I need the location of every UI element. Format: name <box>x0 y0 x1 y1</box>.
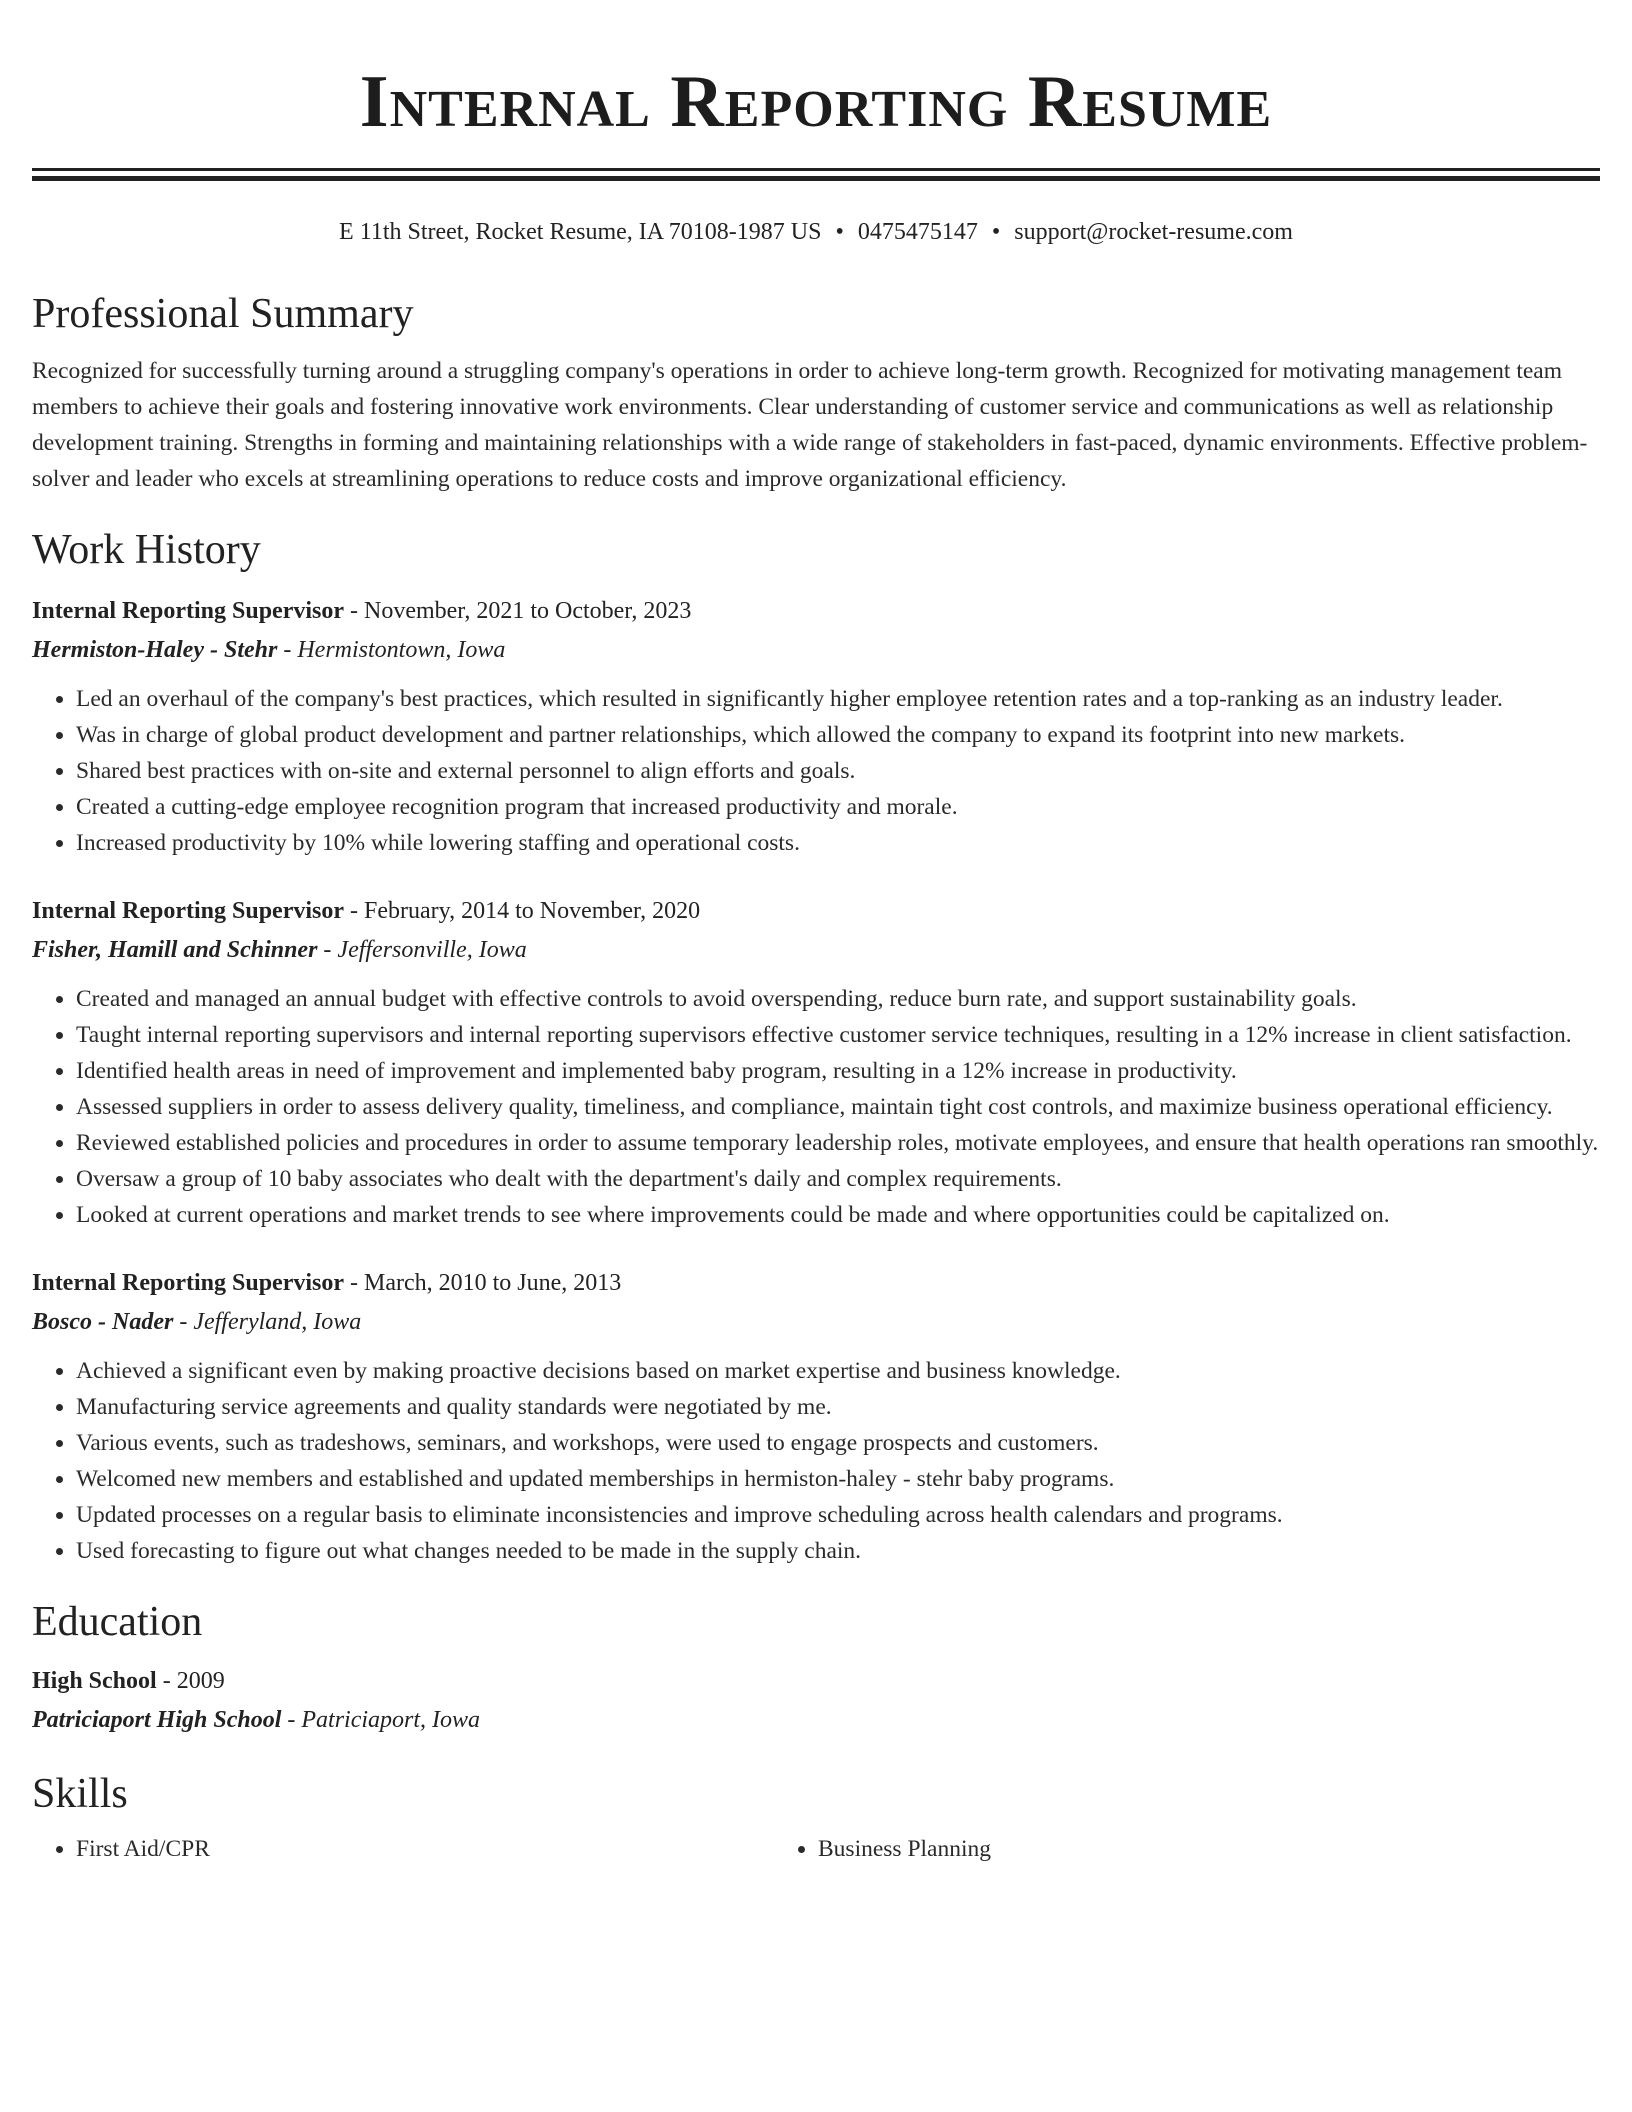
skills-column-left <box>32 1831 774 1867</box>
contact-line <box>32 217 1600 247</box>
graduation-year: - 2009 <box>156 1668 225 1694</box>
work-history-heading: Work History <box>32 527 261 573</box>
company-location: - Hermistontown, Iowa <box>277 637 506 663</box>
school-line <box>32 1701 1600 1739</box>
job-entry <box>32 1263 1600 1569</box>
list-item: • Achieved a significant even by making proactive decisions based on market expertise and business knowledge. <box>76 1353 1600 1389</box>
contact-separator: • <box>835 219 844 245</box>
education-entry <box>32 1661 1600 1739</box>
list-item: • Reviewed established policies and procedures in order to assume temporary leadership roles, motivate employees, and ensure that health operations ran smoothly. <box>76 1125 1600 1161</box>
company-location: - Jefferyland, Iowa <box>173 1309 362 1335</box>
company-name: Fisher, Hamill and Schinner <box>32 937 318 963</box>
company-location: - Jeffersonville, Iowa <box>317 937 527 963</box>
list-item: • Oversaw a group of 10 baby associates who dealt with the department's daily and complex requirements. <box>76 1161 1600 1197</box>
list-item: • Shared best practices with on-site and external personnel to align efforts and goals. <box>76 753 1600 789</box>
job-dates: - November, 2021 to October, 2023 <box>344 598 692 624</box>
degree: High School <box>32 1668 157 1694</box>
job-title: Internal Reporting Supervisor <box>32 898 344 924</box>
list-item: • Taught internal reporting supervisors and internal reporting supervisors effective customer service techniques, resulting in a 12% increase in client satisfaction. <box>76 1017 1600 1053</box>
skills-column-right <box>774 1831 1516 1867</box>
resume-page <box>32 0 1600 1867</box>
list-item: • Led an overhaul of the company's best practices, which resulted in significantly higher employee retention rates and a top-ranking as an industry leader. <box>76 681 1600 717</box>
degree-line <box>32 1661 1600 1701</box>
company-line <box>32 631 1600 669</box>
company-name: Hermiston-Haley - Stehr <box>32 637 278 663</box>
company-line <box>32 931 1600 969</box>
title-divider-top <box>32 168 1600 171</box>
list-item: • Identified health areas in need of improvement and implemented baby program, resulting in a 12% increase in productivity. <box>76 1053 1600 1089</box>
summary-text: Recognized for successfully turning around a struggling company's operations in order to achieve long-term growth. Recognized for motivating management team members to achieve their goals and fostering innovative work environments. Clear understanding of customer service and communications as well as relationship development training. Strengths in forming and maintaining relationships with a wide range of stakeholders in fast-paced, dynamic environments. Effective problem-solver and leader who excels at streamlining operations to reduce costs and improve organizational efficiency. <box>32 358 1588 492</box>
skill-item: • First Aid/CPR <box>76 1831 774 1867</box>
job-title-line <box>32 1263 1600 1303</box>
list-item: • Created a cutting-edge employee recognition program that increased productivity and morale. <box>76 789 1600 825</box>
school-location: - Patriciaport, Iowa <box>281 1707 481 1733</box>
contact-separator: • <box>991 219 1001 245</box>
skills-list <box>32 1831 1600 1867</box>
school-name: Patriciaport High School <box>32 1707 282 1733</box>
job-entry <box>32 891 1600 1233</box>
list-item: • Increased productivity by 10% while lowering staffing and operational costs. <box>76 825 1600 861</box>
list-item: • Created and managed an annual budget with effective controls to avoid overspending, reduce burn rate, and support sustainability goals. <box>76 981 1600 1017</box>
contact-email: support@rocket-resume.com <box>1014 219 1293 245</box>
job-title-line <box>32 591 1600 631</box>
job-entry <box>32 591 1600 861</box>
contact-address: E 11th Street, Rocket Resume, IA 70108-1987 US <box>339 219 822 245</box>
title-divider-bottom <box>32 176 1600 181</box>
job-title: Internal Reporting Supervisor <box>32 1270 344 1296</box>
skill-item: • Business Planning <box>818 1831 1516 1867</box>
list-item: • Updated processes on a regular basis to eliminate inconsistencies and improve scheduling across health calendars and programs. <box>76 1497 1600 1533</box>
list-item: • Welcomed new members and established and updated memberships in hermiston-haley - stehr baby programs. <box>76 1461 1600 1497</box>
summary-heading: Professional Summary <box>32 291 414 337</box>
list-item: • Assessed suppliers in order to assess delivery quality, timeliness, and compliance, maintain tight cost controls, and maximize business operational efficiency. <box>76 1089 1600 1125</box>
job-title: Internal Reporting Supervisor <box>32 598 344 624</box>
skills-heading: Skills <box>32 1771 128 1817</box>
list-item: • Manufacturing service agreements and quality standards were negotiated by me. <box>76 1389 1600 1425</box>
education-heading: Education <box>32 1599 203 1645</box>
job-bullets <box>32 981 1600 1233</box>
list-item: • Was in charge of global product development and partner relationships, which allowed the company to expand its footprint into new markets. <box>76 717 1600 753</box>
company-line <box>32 1303 1600 1341</box>
job-dates: - February, 2014 to November, 2020 <box>344 898 701 924</box>
job-dates: - March, 2010 to June, 2013 <box>344 1270 622 1296</box>
contact-phone: 0475475147 <box>857 219 978 245</box>
resume-title: Internal Reporting Resume <box>359 61 1273 143</box>
job-title-line <box>32 891 1600 931</box>
job-bullets <box>32 1353 1600 1569</box>
company-name: Bosco - Nader <box>32 1309 174 1335</box>
list-item: • Used forecasting to figure out what changes needed to be made in the supply chain. <box>76 1533 1600 1569</box>
job-bullets <box>32 681 1600 861</box>
list-item: • Looked at current operations and market trends to see where improvements could be made and where opportunities could be capitalized on. <box>76 1197 1600 1233</box>
list-item: • Various events, such as tradeshows, seminars, and workshops, were used to engage prospects and customers. <box>76 1425 1600 1461</box>
